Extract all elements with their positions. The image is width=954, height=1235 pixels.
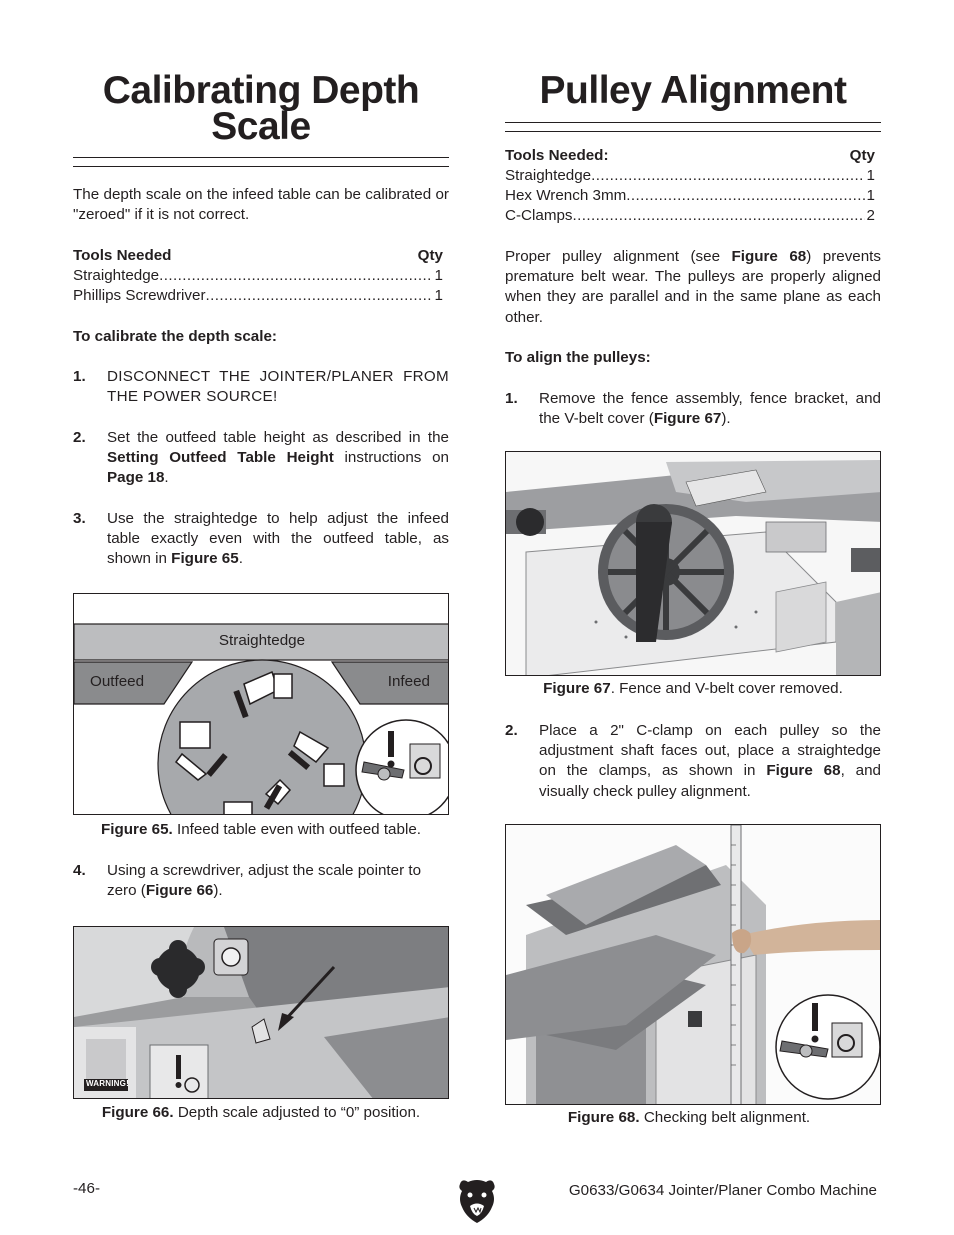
step-1 xyxy=(505,389,881,431)
figure-reference: Figure 65 xyxy=(171,550,239,568)
tools-header-row xyxy=(505,146,875,166)
leader-dots xyxy=(573,206,865,226)
tools-header: Tools Needed: xyxy=(505,147,609,164)
step-number: 1. xyxy=(73,368,86,385)
step-text: DISCONNECT THE JOINTER/PLANER FROM THE POWER SOURCE! xyxy=(107,368,449,406)
page-reference: Page 18 xyxy=(107,469,165,487)
step-number: 1. xyxy=(505,390,518,407)
tool-qty: 2 xyxy=(866,207,875,224)
step-3 xyxy=(73,509,449,571)
tools-header-row xyxy=(73,246,443,266)
tool-row xyxy=(505,206,875,226)
section-reference: Setting Outfeed Table Height xyxy=(107,449,334,467)
tools-header: Tools Needed xyxy=(73,247,172,264)
step-number: 2. xyxy=(505,722,518,739)
tool-qty: 1 xyxy=(434,287,443,304)
title-line-1: Calibrating Depth xyxy=(102,69,420,112)
infeed-label: Infeed xyxy=(387,673,430,690)
tool-name: Straightedge xyxy=(73,267,160,284)
qty-header: Qty xyxy=(417,247,443,264)
figure-66-caption: Figure 66. Depth scale adjusted to “0” position. xyxy=(101,1104,421,1121)
tool-row xyxy=(505,166,875,186)
tool-name: Straightedge xyxy=(505,167,592,184)
depth-scale-photo xyxy=(74,927,449,1099)
tool-row xyxy=(73,266,443,286)
figure-65-caption: Figure 65. Infeed table even with outfeed table. xyxy=(101,821,421,838)
procedure-heading: To calibrate the depth scale: xyxy=(73,328,277,345)
procedure-heading: To align the pulleys: xyxy=(505,349,651,366)
figure-reference: Figure 68 xyxy=(731,248,807,265)
tool-qty: 1 xyxy=(866,187,875,204)
figure-reference: Figure 68 xyxy=(766,762,841,780)
title-rule xyxy=(505,122,881,132)
leader-dots xyxy=(626,186,864,206)
warning-label: WARNING! xyxy=(86,1079,129,1088)
tool-name: Phillips Screwdriver xyxy=(73,287,206,304)
step-2 xyxy=(505,721,881,803)
model-footer: G0633/G0634 Jointer/Planer Combo Machine xyxy=(568,1182,877,1199)
tool-row xyxy=(505,186,875,206)
machine-pulleys-photo xyxy=(506,452,881,676)
step-4 xyxy=(73,861,449,903)
step-text: Using a screwdriver, adjust the scale pointer to zero (Figure 66). xyxy=(107,862,422,900)
page-number: -46- xyxy=(73,1180,101,1197)
tool-name: C-Clamps xyxy=(505,207,573,224)
step-number: 2. xyxy=(73,429,86,446)
step-number: 3. xyxy=(73,510,86,527)
grizzly-bear-logo-icon xyxy=(456,1178,498,1224)
figure-66-photo xyxy=(73,926,449,1099)
section-title-pulley: Pulley Alignment xyxy=(539,69,847,112)
step-text: Remove the fence assembly, fence bracket, and the V-belt cover (Figure 67). xyxy=(539,390,881,428)
tool-qty: 1 xyxy=(866,167,875,184)
tool-name: Hex Wrench 3mm xyxy=(505,187,627,204)
intro-paragraph: The depth scale on the infeed table can be calibrated or "zeroed" if it is not correct. xyxy=(73,186,449,224)
pulley-intro-paragraph: Proper pulley alignment (see Figure 68) prevents premature belt wear. The pulleys are properly aligned when they are parallel and in the same plane as each other. xyxy=(505,248,881,326)
leader-dots xyxy=(591,166,864,186)
section-title-calibrating xyxy=(73,69,449,148)
outfeed-label: Outfeed xyxy=(90,673,145,690)
figure-67-caption: Figure 67. Fence and V-belt cover removed. xyxy=(543,680,843,697)
tool-qty: 1 xyxy=(434,267,443,284)
straightedge-label: Straightedge xyxy=(218,632,306,649)
figure-67-photo xyxy=(505,451,881,676)
cutterhead-diagram xyxy=(74,594,449,815)
title-rule xyxy=(73,157,449,167)
step-2 xyxy=(73,428,449,490)
leader-dots xyxy=(206,286,433,306)
leader-dots xyxy=(159,266,432,286)
qty-header: Qty xyxy=(849,147,875,164)
figure-65-diagram xyxy=(73,593,449,815)
step-1 xyxy=(73,367,449,409)
figure-reference: Figure 66 xyxy=(145,882,214,900)
figure-68-caption: Figure 68. Checking belt alignment. xyxy=(567,1109,811,1126)
figure-reference: Figure 67 xyxy=(653,410,722,428)
title-line-2: Scale xyxy=(211,105,311,148)
step-number: 4. xyxy=(73,862,86,879)
step-text: Set the outfeed table height as described in the Setting Outfeed Table Height instructions on Page 18. xyxy=(107,429,449,487)
tool-row xyxy=(73,286,443,306)
step-text: Place a 2" C-clamp on each pulley so the adjustment shaft faces out, place a straightedge on the clamps, as shown in Figure 68, and visually check pulley alignment. xyxy=(539,722,881,800)
figure-68-photo xyxy=(505,824,881,1105)
belt-alignment-photo xyxy=(506,825,881,1105)
step-text: Use the straightedge to help adjust the infeed table exactly even with the outfeed table, as shown in Figure 65. xyxy=(107,510,449,568)
